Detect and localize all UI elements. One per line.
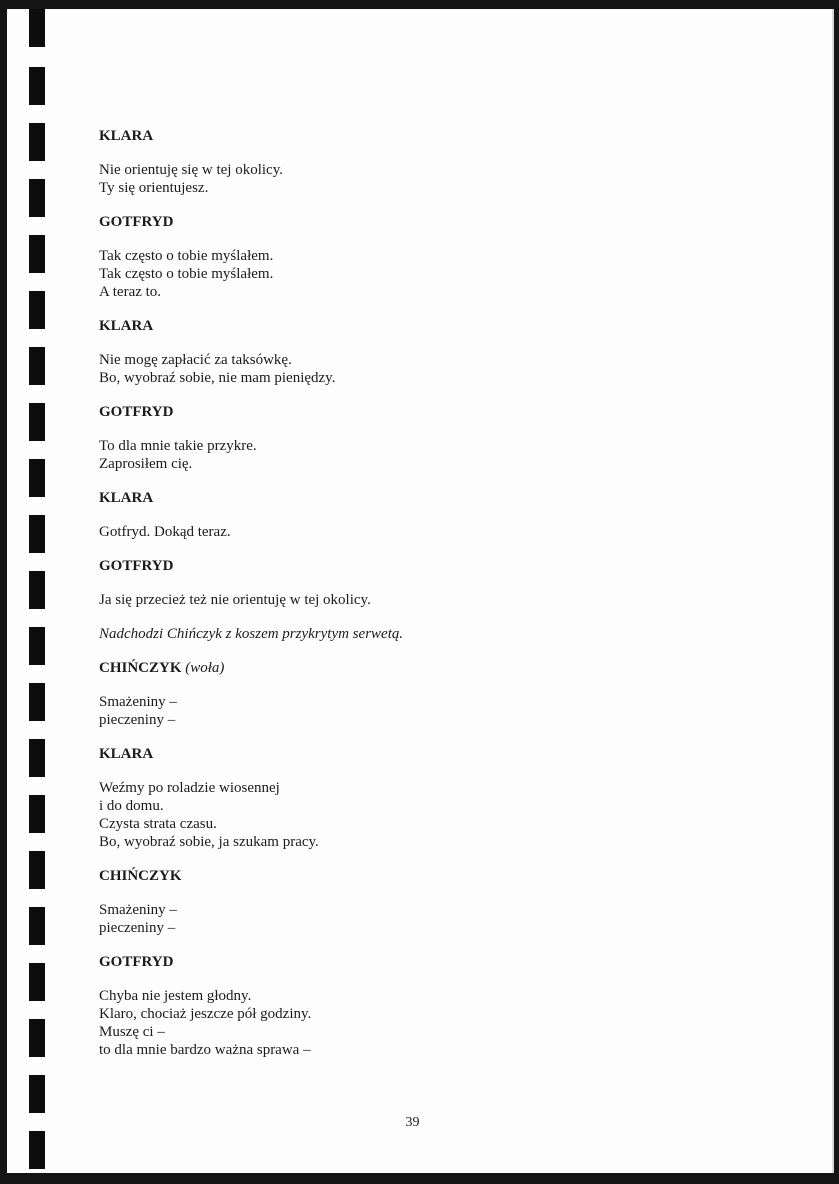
dialogue-line: Chyba nie jestem głodny.: [99, 988, 252, 1004]
speaker-name: [99, 867, 699, 885]
dialogue-line: to dla mnie bardzo ważna sprawa –: [99, 1042, 311, 1058]
binding-hole: [29, 67, 45, 105]
stage-direction: Nadchodzi Chińczyk z koszem przykrytym serwetą.: [99, 626, 404, 642]
binding-hole: [29, 459, 45, 497]
dialogue-block: [99, 161, 699, 197]
paper-sheet: [7, 9, 834, 1173]
binding-hole: [29, 963, 45, 1001]
speaker-label: KLARA: [99, 490, 154, 506]
binding-hole: [29, 403, 45, 441]
binding-hole: [29, 571, 45, 609]
binding-hole: [29, 851, 45, 889]
binding-hole: [29, 683, 45, 721]
binding-hole: [29, 739, 45, 777]
speaker-name: [99, 953, 699, 971]
page-number: 39: [405, 1115, 420, 1130]
dialogue-line: Nie mogę zapłacić za taksówkę.: [99, 352, 292, 368]
dialogue-block: [99, 901, 699, 937]
dialogue-line: i do domu.: [99, 798, 164, 814]
dialogue-line: Smażeniny –: [99, 902, 177, 918]
speaker-name: [99, 659, 699, 677]
speaker-label: KLARA: [99, 318, 154, 334]
dialogue-block: [99, 779, 699, 851]
dialogue-line: Muszę ci –: [99, 1024, 165, 1040]
speaker-label: CHIŃCZYK: [99, 660, 182, 676]
dialogue-block: [99, 591, 699, 609]
dialogue-line: Weźmy po roladzie wiosennej: [99, 780, 280, 796]
binding-hole: [29, 291, 45, 329]
dialogue-line: Tak często o tobie myślałem.: [99, 266, 274, 282]
speaker-label: GOTFRYD: [99, 558, 174, 574]
dialogue-line: Bo, wyobraź sobie, nie mam pieniędzy.: [99, 370, 336, 386]
binding-hole: [29, 907, 45, 945]
dialogue-line: pieczeniny –: [99, 920, 176, 936]
binding-hole: [29, 515, 45, 553]
binding-hole: [29, 347, 45, 385]
dialogue-line: Klaro, chociaż jeszcze pół godziny.: [99, 1006, 312, 1022]
binding-hole: [29, 627, 45, 665]
binding-hole: [29, 235, 45, 273]
speaker-label: KLARA: [99, 128, 154, 144]
dialogue-line: Smażeniny –: [99, 694, 177, 710]
dialogue-line: Ja się przecież też nie orientuję w tej okolicy.: [99, 592, 371, 608]
speaker-name: [99, 489, 699, 507]
dialogue-block: [99, 523, 699, 541]
speaker-name: [99, 213, 699, 231]
dialogue-line: Nie orientuję się w tej okolicy.: [99, 162, 283, 178]
speaker-label: GOTFRYD: [99, 214, 174, 230]
binding-hole: [29, 1019, 45, 1057]
speaker-label: GOTFRYD: [99, 954, 174, 970]
speaker-label: KLARA: [99, 746, 154, 762]
speaker-name: [99, 745, 699, 763]
dialogue-line: Czysta strata czasu.: [99, 816, 217, 832]
speaker-name: [99, 317, 699, 335]
dialogue-line: Zaprosiłem cię.: [99, 456, 193, 472]
script-text: [99, 127, 699, 1075]
dialogue-line: Gotfryd. Dokąd teraz.: [99, 524, 231, 540]
speaker-label: CHIŃCZYK: [99, 868, 182, 884]
dialogue-line: A teraz to.: [99, 284, 162, 300]
dialogue-block: [99, 247, 699, 301]
speaker-name: [99, 557, 699, 575]
dialogue-line: pieczeniny –: [99, 712, 176, 728]
dialogue-block: [99, 693, 699, 729]
speaker-name: [99, 403, 699, 421]
dialogue-line: Ty się orientujesz.: [99, 180, 209, 196]
dialogue-line: To dla mnie takie przykre.: [99, 438, 257, 454]
binding-hole: [29, 9, 45, 47]
binding-hole: [29, 179, 45, 217]
dialogue-line: Tak często o tobie myślałem.: [99, 248, 274, 264]
stage-direction-inline: (woła): [185, 660, 225, 676]
binding-hole: [29, 1131, 45, 1169]
binding-hole: [29, 1075, 45, 1113]
dialogue-line: Bo, wyobraź sobie, ja szukam pracy.: [99, 834, 319, 850]
dialogue-block: [99, 351, 699, 387]
speaker-name: [99, 127, 699, 145]
speaker-label: GOTFRYD: [99, 404, 174, 420]
dialogue-block: [99, 987, 699, 1059]
dialogue-block: [99, 437, 699, 473]
binding-hole: [29, 795, 45, 833]
binding-hole: [29, 123, 45, 161]
